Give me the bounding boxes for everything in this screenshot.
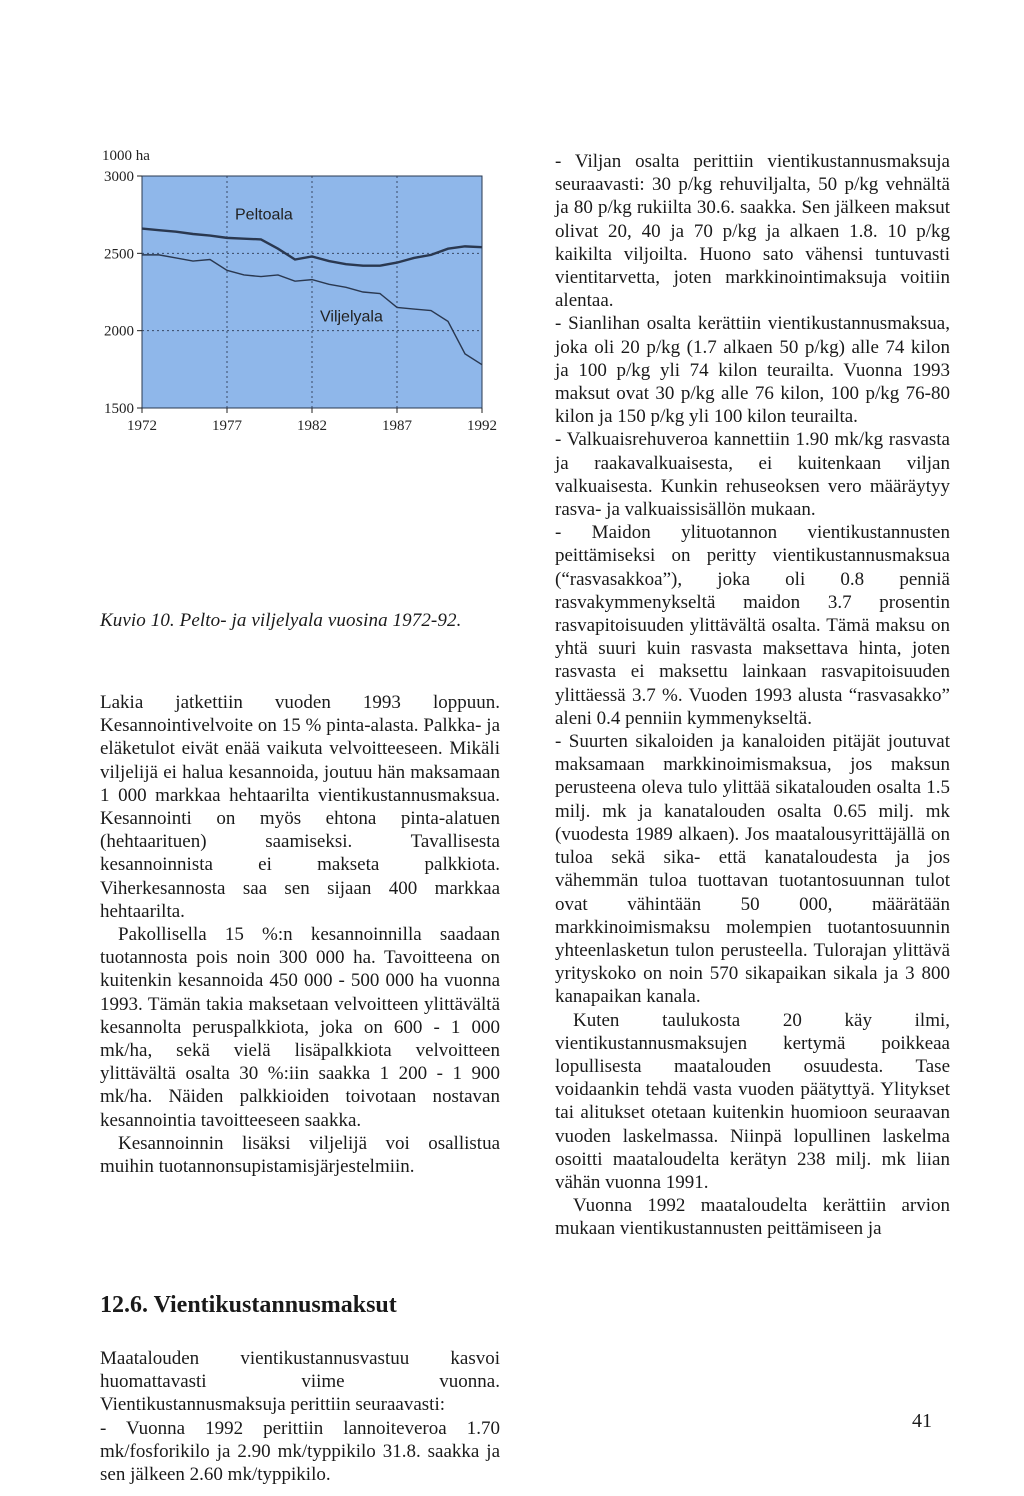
paragraph: Vuonna 1992 maataloudelta kerättiin arvion mukaan vientikustannusten peittämiseen ja [555,1195,950,1240]
paragraph: Kesannoinnin lisäksi viljelijä voi osallistua muihin tuotannonsupistamisjärjestelmiin. [100,1132,500,1178]
x-tick-label: 1982 [297,418,327,434]
paragraph: - Maidon ylituotannon vientikustannusten peittämiseksi on peritty vientikustannusmaksua (“rasvasakkoa”), joka oli 0.8 penniä rasvakymmenykseltä maidon 3.7 prosentin rasvapitoisuuden ylittävältä osalta. Tämä maksu on yhtä suuri kuin rasvasta maksettava hinta, joten rasvasta ei maksettu lainkaan rasvapitoisuuden ylittäessä 3.7 %. Vuoden 1993 alusta “rasvasakko” aleni 0.4 penniin kymmenykseltä. [555,522,950,729]
x-tick-label: 1972 [127,418,157,434]
y-tick-label: 1500 [104,401,134,417]
chart-svg [100,140,500,450]
area-chart [100,140,500,450]
series-label-viljelyala: Viljelyala [320,308,383,326]
right-column [555,150,950,1241]
x-tick-label: 1977 [212,418,242,434]
section-heading: 12.6. Vientikustannusmaksut [100,1292,397,1318]
y-tick-label: 2500 [104,246,134,263]
paragraph: Pakollisella 15 %:n kesannoinnilla saadaan tuotannosta pois noin 300 000 ha. Tavoitteena on kuitenkin kesannoida 450 000 - 500 000 ha vuonna 1993. Tämän takia maksetaan velvoitteen ylittävältä kesannolta peruspalkkiota, joka on 600 - 1 000 mk/ha, sekä vielä lisäpalkkiota velvoitteen ylittävältä osalta 30 %:iin saakka 1 200 - 1 900 mk/ha. Näiden palkkioiden toivotaan nostavan kesannointia tavoitteeseen saakka. [100,924,500,1131]
paragraph: - Sianlihan osalta kerättiin vientikustannusmaksua, joka oli 20 p/kg (1.7 alkaen 50 p/kg) alle 74 kilon ja 100 p/kg yli 74 kilon teurailta. Vuonna 1993 maksut ovat 30 p/kg alle 76 kilon, 100 p/kg 76-80 kilon ja 150 p/kg yli 100 kilon teurailta. [555,313,950,428]
paragraph: - Vuonna 1992 perittiin lannoiteveroa 1.70 mk/fosforikilo ja 2.90 mk/typpikilo 31.8. saakka ja sen jälkeen 2.60 mk/typpikilo. [100,1417,500,1486]
paragraph: Kuten taulukosta 20 käy ilmi, vientikustannusmaksujen kertymä poikkeaa lopullisesta maatalouden osuudesta. Tase voidaankin tehdä vasta vuoden päätyttyä. Ylitykset tai alitukset otetaan kuitenkin huomioon seuraavan vuoden laskelmassa. Niinpä lopullinen laskelma osoitti maataloudelta kerätyn 238 milj. mk liian vähän vuonna 1991. [555,1009,950,1193]
series-label-peltoala: Peltoala [235,206,293,224]
paragraph: - Suurten sikaloiden ja kanaloiden pitäjät joutuvat maksamaan markkinoimismaksua, jos maksun perusteena oleva tulo ylittää sikatalouden osalta 1.5 milj. mk ja kanatalouden osalta 0.65 milj. mk (vuodesta 1989 alkaen). Jos maatalousyrittäjällä on tuloa sekä sika- että kanataloudesta ja jos vähemmän tuloa tuottavan tuotantosuunnan tulot ovat vähintään 50 000, määrätään markkinoimismaksu molempien tuotantosuunnin yhteenlasketun tulon perusteella. Tulorajan ylittävä yrityskoko on noin 570 sikapaikan sikala ja 3 800 kanapaikan kanala. [555,731,950,1008]
y-tick-label: 3000 [104,169,134,185]
y-tick-label: 2000 [104,323,134,340]
paragraph: - Viljan osalta perittiin vientikustannusmaksuja seuraavasti: 30 p/kg rehuviljalta, 50 p/kg vehnältä ja 80 p/kg rukiilta 30.6. saakka. Sen jälkeen maksut olivat 20, 40 ja 70 p/kg ja alkaen 1.8. 10 p/kg kaikilta viljoilta. Huono sato vähensi tuntuvasti vientitarvetta, joten markkinointimaksuja voitiin alentaa. [555,151,950,312]
left-body-text [100,691,500,1178]
paragraph: Maatalouden vientikustannusvastuu kasvoi huomattavasti viime vuonna. Vientikustannusmaksuja perittiin seuraavasti: [100,1348,500,1416]
x-tick-label: 1987 [382,418,412,434]
figure-caption: Kuvio 10. Pelto- ja viljelyala vuosina 1972-92. [100,610,462,631]
paragraph: Lakia jatkettiin vuoden 1993 loppuun. Kesannointivelvoite on 15 % pinta-alasta. Palkka- ja eläketulot eivät enää vaikuta velvoitteeseen. Mikäli viljelijä ei halua kesannoida, joutuu hän maksamaan 1 000 markkaa hehtaarilta vientikustannusmaksua. Kesannointi on myös ehtona pinta-alatuen (hehtaarituen) saamiseksi. Tavallisesta kesannoinnista ei makseta palkkiota. Viherkesannosta saa sen sijaan 400 markkaa hehtaarilta. [100,692,500,922]
page-number: 41 [912,1410,932,1432]
y-unit-label: 1000 ha [102,148,150,164]
section-body-text [100,1347,500,1486]
paragraph: - Valkuaisrehuveroa kannettiin 1.90 mk/kg rasvasta ja raakavalkuaisesta, ei kuitenkaan viljan valkuaisesta. Kunkin rehuseoksen vero määräytyy rasva- ja valkuaissisällön mukaan. [555,429,950,521]
left-column [100,140,500,1486]
x-tick-label: 1992 [467,418,497,434]
